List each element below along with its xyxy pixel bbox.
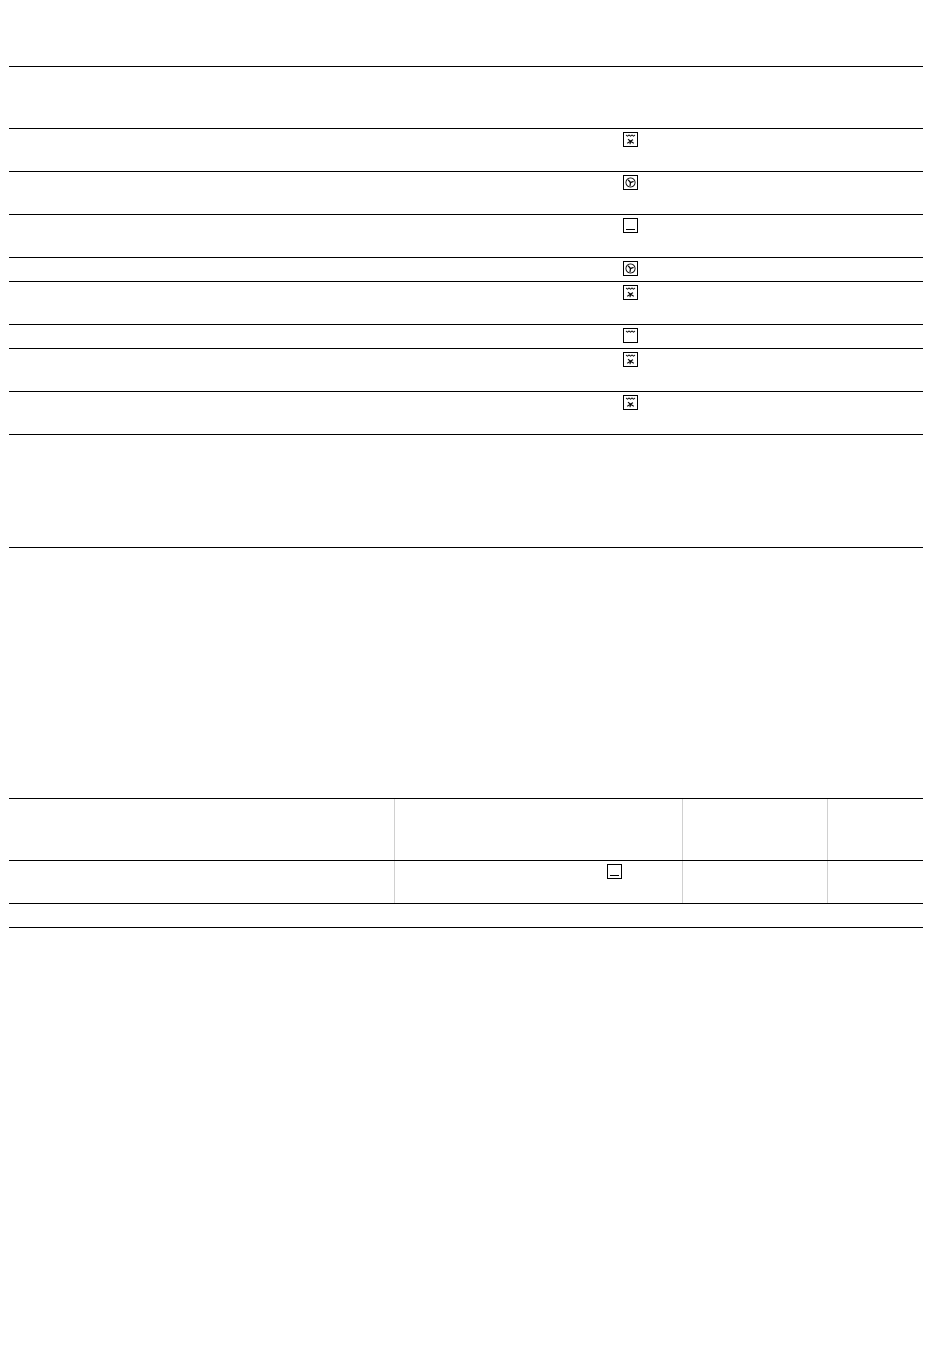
column-separator <box>394 799 395 860</box>
top-heat-fan-icon <box>623 395 638 410</box>
bottom-heat-icon <box>623 218 638 233</box>
table-rule <box>9 171 923 172</box>
table-rule <box>9 257 923 258</box>
bottom-heat-icon <box>607 864 622 879</box>
table-rule <box>9 324 923 325</box>
table-rule <box>9 903 923 904</box>
hot-air-fan-icon <box>623 175 638 190</box>
column-separator <box>682 799 683 860</box>
top-heat-fan-icon <box>623 352 638 367</box>
hot-air-fan-icon <box>623 261 638 276</box>
table-rule <box>9 927 923 928</box>
table-rule <box>9 66 923 67</box>
table-rule <box>9 391 923 392</box>
column-separator <box>827 861 828 903</box>
table-rule <box>9 281 923 282</box>
table-rule <box>9 348 923 349</box>
table-rule <box>9 547 923 548</box>
table-rule <box>9 214 923 215</box>
table-rule <box>9 860 923 861</box>
top-heat-fan-icon <box>623 285 638 300</box>
top-heat-icon <box>623 328 638 343</box>
table-rule <box>9 434 923 435</box>
top-heat-fan-icon <box>623 132 638 147</box>
table-rule <box>9 798 923 799</box>
table-rule <box>9 128 923 129</box>
column-separator <box>827 799 828 860</box>
column-separator <box>682 861 683 903</box>
column-separator <box>394 861 395 903</box>
